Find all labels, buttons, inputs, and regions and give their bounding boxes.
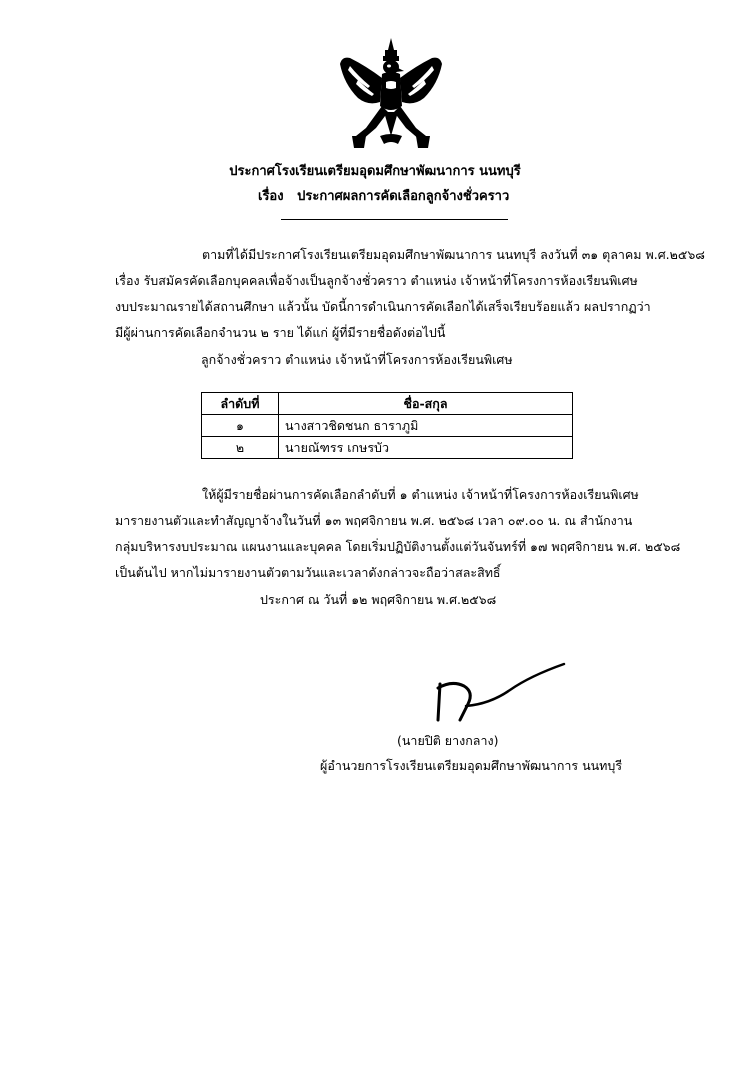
paragraph-2 bbox=[115, 482, 681, 586]
signer-name: (นายปิติ ยางกลาง) bbox=[397, 733, 499, 748]
para1-line: มีผู้ผ่านการคัดเลือกจำนวน ๒ ราย ได้แก่ ผู้ที่มีรายชื่อดังต่อไปนี้ bbox=[115, 325, 446, 340]
garuda-emblem-icon bbox=[336, 36, 446, 154]
subject-text: ประกาศผลการคัดเลือกลูกจ้างชั่วคราว bbox=[297, 189, 510, 204]
position-line: ลูกจ้างชั่วคราว ตำแหน่ง เจ้าหน้าที่โครงการห้องเรียนพิเศษ bbox=[201, 352, 513, 367]
table-row bbox=[202, 437, 573, 459]
subject-label: เรื่อง bbox=[258, 189, 284, 204]
document-title: ประกาศโรงเรียนเตรียมอุดมศึกษาพัฒนาการ นนทบุรี bbox=[229, 164, 521, 179]
paragraph-1 bbox=[115, 242, 705, 346]
row-fullname: นายณัฑรร เกษรบัว bbox=[279, 437, 573, 459]
document-subject bbox=[258, 185, 509, 206]
para2-line: เป็นต้นไป หากไม่มารายงานตัวตามวันและเวลาดังกล่าวจะถือว่าสละสิทธิ์ bbox=[115, 565, 501, 580]
signature-icon bbox=[430, 660, 570, 728]
signer-position: ผู้อำนวยการโรงเรียนเตรียมอุดมศึกษาพัฒนาการ นนทบุรี bbox=[320, 758, 623, 773]
selected-candidates-table bbox=[201, 392, 573, 459]
para2-line: ให้ผู้มีรายชื่อผ่านการคัดเลือกลำดับที่ ๑ ตำแหน่ง เจ้าหน้าที่โครงการห้องเรียนพิเศษ bbox=[202, 487, 639, 502]
header-order: ลำดับที่ bbox=[202, 393, 279, 415]
para1-line: ตามที่ได้มีประกาศโรงเรียนเตรียมอุดมศึกษาพัฒนาการ นนทบุรี ลงวันที่ ๓๑ ตุลาคม พ.ศ.๒๕๖๘ bbox=[202, 247, 705, 262]
row-fullname: นางสาวชิดชนก ธาราภูมิ bbox=[279, 415, 573, 437]
title-divider bbox=[281, 219, 508, 220]
table-header-row bbox=[202, 393, 573, 415]
para1-line: งบประมาณรายได้สถานศึกษา แล้วนั้น บัดนี้การดำเนินการคัดเลือกได้เสร็จเรียบร้อยแล้ว ผลปรากฏว่า bbox=[115, 299, 651, 314]
para2-line: กลุ่มบริหารงบประมาณ แผนงานและบุคคล โดยเริ่มปฏิบัติงานตั้งแต่วันจันทร์ที่ ๑๗ พฤศจิกายน พ.ศ. ๒๕๖๘ bbox=[115, 539, 681, 554]
row-order: ๑ bbox=[202, 415, 279, 437]
para1-line: เรื่อง รับสมัครคัดเลือกบุคคลเพื่อจ้างเป็นลูกจ้างชั่วคราว ตำแหน่ง เจ้าหน้าที่โครงการห้องเรียนพิเศษ bbox=[115, 273, 638, 288]
table-row bbox=[202, 415, 573, 437]
para2-line: มารายงานตัวและทำสัญญาจ้างในวันที่ ๑๓ พฤศจิกายน พ.ศ. ๒๕๖๘ เวลา ๐๙.๐๐ น. ณ สำนักงาน bbox=[115, 513, 633, 528]
announcement-date: ประกาศ ณ วันที่ ๑๒ พฤศจิกายน พ.ศ.๒๕๖๘ bbox=[260, 592, 497, 607]
header-fullname: ชื่อ-สกุล bbox=[279, 393, 573, 415]
row-order: ๒ bbox=[202, 437, 279, 459]
